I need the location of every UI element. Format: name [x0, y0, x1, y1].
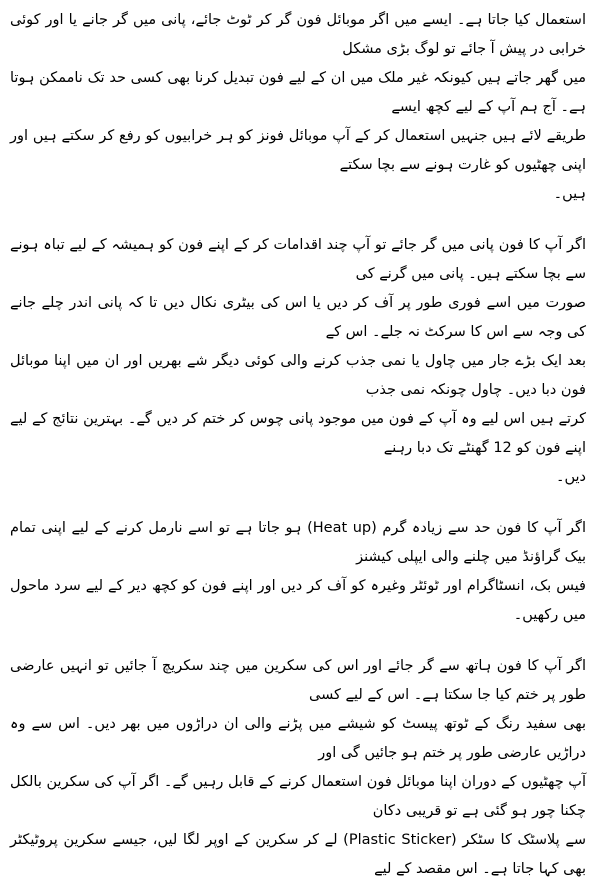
text-line: دیں۔	[555, 469, 586, 485]
text-line: اگر آپ کا فون پانی میں گر جائے تو آپ چند اقدامات کر کے اپنے فون کو ہمیشہ کے لیے تباہ ہونے سے بچا سکتے ہیں۔ پانی میں گرنے کی	[10, 237, 586, 282]
text-line: کرتے ہیں اس لیے وہ آپ کے فون میں موجود پانی چوس کر ختم کر دیں گے۔ بہترین نتائج کے لیے اپنے فون کو 12 گھنٹے تک دبا رہنے	[10, 411, 586, 456]
article-body	[10, 6, 586, 884]
text-line: ہیں۔	[553, 186, 586, 202]
text-line: میں گھر جاتے ہیں کیونکہ غیر ملک میں ان کے لیے فون تبدیل کرنا بھی کسی حد تک ناممکن ہوتا ہے۔ آج ہم آپ کے لیے کچھ ایسے	[10, 70, 586, 115]
text-line: فیس بک، انسٹاگرام اور ٹوئٹر وغیرہ کو آف کر دیں اور اپنے فون کو کچھ دیر کے لیے سرد ماحول میں رکھیں۔	[10, 578, 586, 623]
text-line: سے پلاسٹک کا سٹکر (Plastic Sticker) لے کر سکرین کے اوپر لگا لیں، جیسے سکرین پروٹیکٹر بھی کہا جاتا ہے۔ اس مقصد کے لیے	[10, 832, 586, 877]
paragraph	[10, 6, 586, 209]
text-line: صورت میں اسے فوری طور پر آف کر دیں یا اس کی بیٹری نکال دیں تا کہ پانی اندر چلے جانے کی وجہ سے اس کا سرکٹ نہ جلے۔ اس کے	[10, 295, 586, 340]
text-line: طریقے لائے ہیں جنہیں استعمال کر کے آپ موبائل فونز کو ہر خرابیوں کو رفع کر سکتے ہیں اور اپنی چھٹیوں کو غارت ہونے سے بچا سکتے	[10, 128, 586, 173]
text-line: آپ چھٹیوں کے دوران اپنا موبائل فون استعمال کرنے کے قابل رہیں گے۔ اگر آپ کی سکرین بالکل چکنا چور ہو گئی ہے تو قریبی دکان	[10, 774, 586, 819]
paragraph	[10, 514, 586, 630]
paragraph	[10, 652, 586, 884]
text-line: بھی سفید رنگ کے ٹوتھ پیسٹ کو شیشے میں پڑنے والی ان دراڑوں میں بھر دیں۔ اس سے وہ دراڑیں عارضی طور پر ختم ہو جائیں گی اور	[10, 716, 586, 761]
text-line: اگر آپ کا فون ہاتھ سے گر جائے اور اس کی سکرین میں چند سکریچ آ جائیں تو انہیں عارضی طور پر ختم کیا جا سکتا ہے۔ اس کے لیے کسی	[10, 658, 586, 703]
text-line: استعمال کیا جاتا ہے۔ ایسے میں اگر موبائل فون گر کر ٹوٹ جائے، پانی میں گر جانے یا اور کوئی خرابی در پیش آ جائے تو لوگ بڑی مشکل	[10, 12, 586, 57]
text-line: بعد ایک بڑے جار میں چاول یا نمی جذب کرنے والی کوئی دیگر شے بھریں اور ان میں اپنا موبائل فون دبا دیں۔ چاول چونکہ نمی جذب	[10, 353, 586, 398]
paragraph	[10, 231, 586, 492]
text-line: اگر آپ کا فون حد سے زیادہ گرم (Heat up) ہو جاتا ہے تو اسے نارمل کرنے کے لیے اپنی تمام بیک گراؤنڈ میں چلنے والی ایپلی کیشنز	[10, 520, 586, 565]
